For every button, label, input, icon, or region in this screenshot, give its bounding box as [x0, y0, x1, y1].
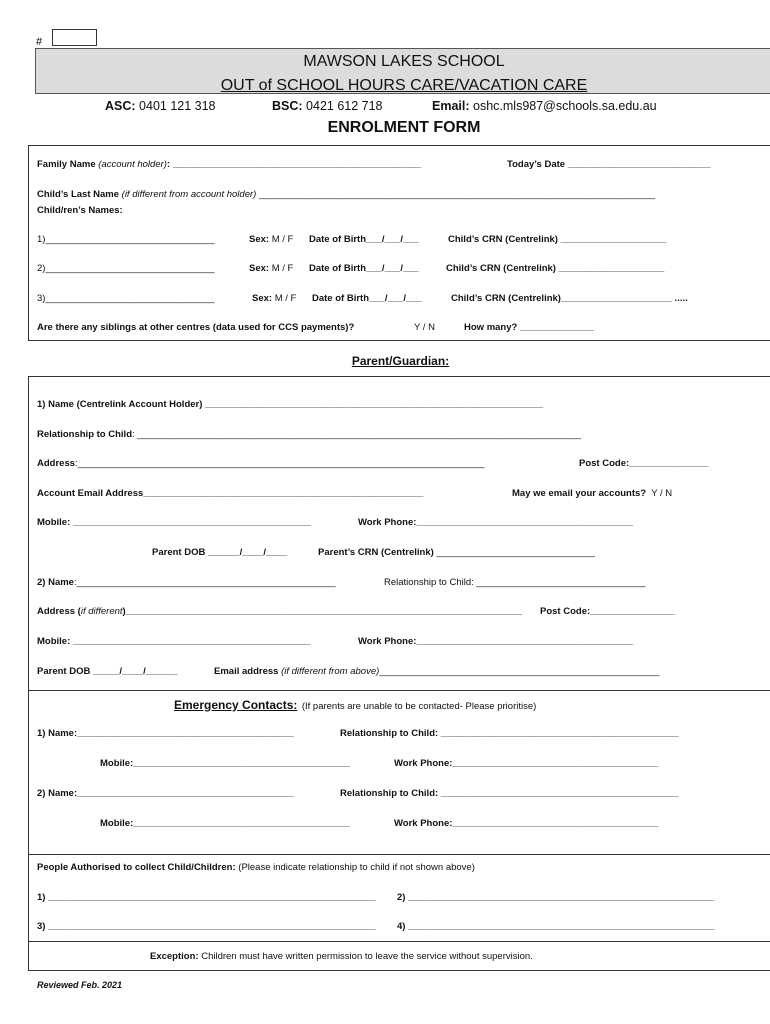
parent-1-work-phone-field[interactable]: Work Phone:_________________________________________: [358, 517, 634, 528]
parent-2-mobile-field[interactable]: Mobile: _____________________________________________: [37, 636, 311, 647]
siblings-how-many[interactable]: How many? ______________: [464, 322, 594, 333]
child-1-sex[interactable]: Sex: M / F: [249, 234, 294, 245]
child-2-dob[interactable]: Date of Birth___/___/___: [309, 263, 419, 274]
authorised-2-field[interactable]: 2) __________________________________________________________: [397, 892, 715, 903]
reviewed-date: Reviewed Feb. 2021: [37, 980, 123, 990]
parent-2-dob-field[interactable]: Parent DOB _____/____/______: [37, 666, 178, 677]
hash-label: #: [36, 36, 43, 48]
child-3-dob[interactable]: Date of Birth___/___/___: [312, 293, 422, 304]
child-last-name-row[interactable]: Child’s Last Name (if different from account holder) ___________________________________________________________________________: [37, 189, 656, 200]
siblings-yes-no[interactable]: Y / N: [414, 322, 435, 333]
child-1-crn[interactable]: Child’s CRN (Centrelink) ____________________: [448, 234, 667, 245]
todays-date-field[interactable]: Today’s Date ___________________________: [507, 159, 711, 170]
asc-contact: ASC: 0401 121 318: [105, 99, 216, 113]
emergency-1-mobile-field[interactable]: Mobile:_________________________________________: [100, 758, 350, 769]
emergency-1-work-phone-field[interactable]: Work Phone:_______________________________________: [394, 758, 659, 769]
parent-1-relationship-field[interactable]: Relationship to Child: ____________________________________________________________________________________: [37, 429, 582, 440]
authorised-divider: [28, 941, 770, 942]
authorised-title-row: People Authorised to collect Child/Children: (Please indicate relationship to child if not shown above): [37, 862, 475, 873]
may-email-question[interactable]: May we email your accounts? Y / N: [512, 488, 673, 499]
bsc-contact: BSC: 0421 612 718: [272, 99, 383, 113]
siblings-question: Are there any siblings at other centres (data used for CCS payments)?: [37, 322, 355, 333]
emergency-1-name-field[interactable]: 1) Name:_________________________________________: [37, 728, 294, 739]
parent-2-name-field[interactable]: 2) Name:_________________________________________________: [37, 577, 336, 588]
child-3-name-field[interactable]: 3)________________________________: [37, 293, 215, 304]
parent-2-relationship-field[interactable]: Relationship to Child: ________________________________: [384, 577, 646, 588]
parent-1-address-field[interactable]: Address:_____________________________________________________________________________: [37, 458, 485, 469]
program-name: OUT of SCHOOL HOURS CARE/VACATION CARE: [220, 77, 588, 94]
emergency-2-relationship-field[interactable]: Relationship to Child: _____________________________________________: [340, 788, 679, 799]
exception-note: Exception: Children must have written permission to leave the service without supervision.: [150, 951, 533, 962]
form-title: ENROLMENT FORM: [327, 119, 481, 136]
parent-1-postcode-field[interactable]: Post Code:_______________: [579, 458, 709, 469]
children-names-label: Child/ren’s Names:: [37, 205, 123, 216]
child-2-name-field[interactable]: 2)________________________________: [37, 263, 215, 274]
parent-2-postcode-field[interactable]: Post Code:________________: [540, 606, 675, 617]
parent-1-crn-field[interactable]: Parent’s CRN (Centrelink) ______________________________: [318, 547, 595, 558]
parent-1-mobile-field[interactable]: Mobile: _____________________________________________: [37, 517, 311, 528]
parent-1-name-field[interactable]: 1) Name (Centrelink Account Holder) ________________________________________________________________: [37, 399, 544, 410]
parent-2-email-field[interactable]: Email address (if different from above)_____________________________________________________: [214, 666, 660, 677]
school-name: MAWSON LAKES SCHOOL: [303, 53, 505, 70]
emergency-title-row: Emergency Contacts: (If parents are unable to be contacted- Please prioritise): [174, 698, 537, 712]
parent-1-dob-field[interactable]: Parent DOB ______/____/____: [152, 547, 288, 558]
child-1-name-field[interactable]: 1)________________________________: [37, 234, 215, 245]
emergency-2-work-phone-field[interactable]: Work Phone:_______________________________________: [394, 818, 659, 829]
authorised-3-field[interactable]: 3) ______________________________________________________________: [37, 921, 376, 932]
authorised-1-field[interactable]: 1) ______________________________________________________________: [37, 892, 376, 903]
reference-number-box[interactable]: [52, 29, 97, 46]
emergency-2-name-field[interactable]: 2) Name:_________________________________________: [37, 788, 294, 799]
parent-2-work-phone-field[interactable]: Work Phone:_________________________________________: [358, 636, 634, 647]
emergency-1-relationship-field[interactable]: Relationship to Child: _____________________________________________: [340, 728, 679, 739]
child-3-crn[interactable]: Child’s CRN (Centrelink)_____________________ .....: [451, 293, 688, 304]
family-name-row[interactable]: Family Name (account holder): _______________________________________________: [37, 159, 422, 170]
parent-guardian-title: Parent/Guardian:: [351, 354, 450, 368]
child-1-dob[interactable]: Date of Birth___/___/___: [309, 234, 419, 245]
child-2-crn[interactable]: Child’s CRN (Centrelink) ____________________: [446, 263, 665, 274]
emergency-2-mobile-field[interactable]: Mobile:_________________________________________: [100, 818, 350, 829]
email-contact: Email: oshc.mls987@schools.sa.edu.au: [432, 99, 657, 113]
child-3-sex[interactable]: Sex: M / F: [252, 293, 297, 304]
authorised-4-field[interactable]: 4) __________________________________________________________: [397, 921, 715, 932]
account-email-field[interactable]: Account Email Address_____________________________________________________: [37, 488, 424, 499]
parent-2-address-field[interactable]: Address (if different)___________________________________________________________________________: [37, 606, 522, 617]
emergency-section: [28, 690, 770, 855]
child-2-sex[interactable]: Sex: M / F: [249, 263, 294, 274]
